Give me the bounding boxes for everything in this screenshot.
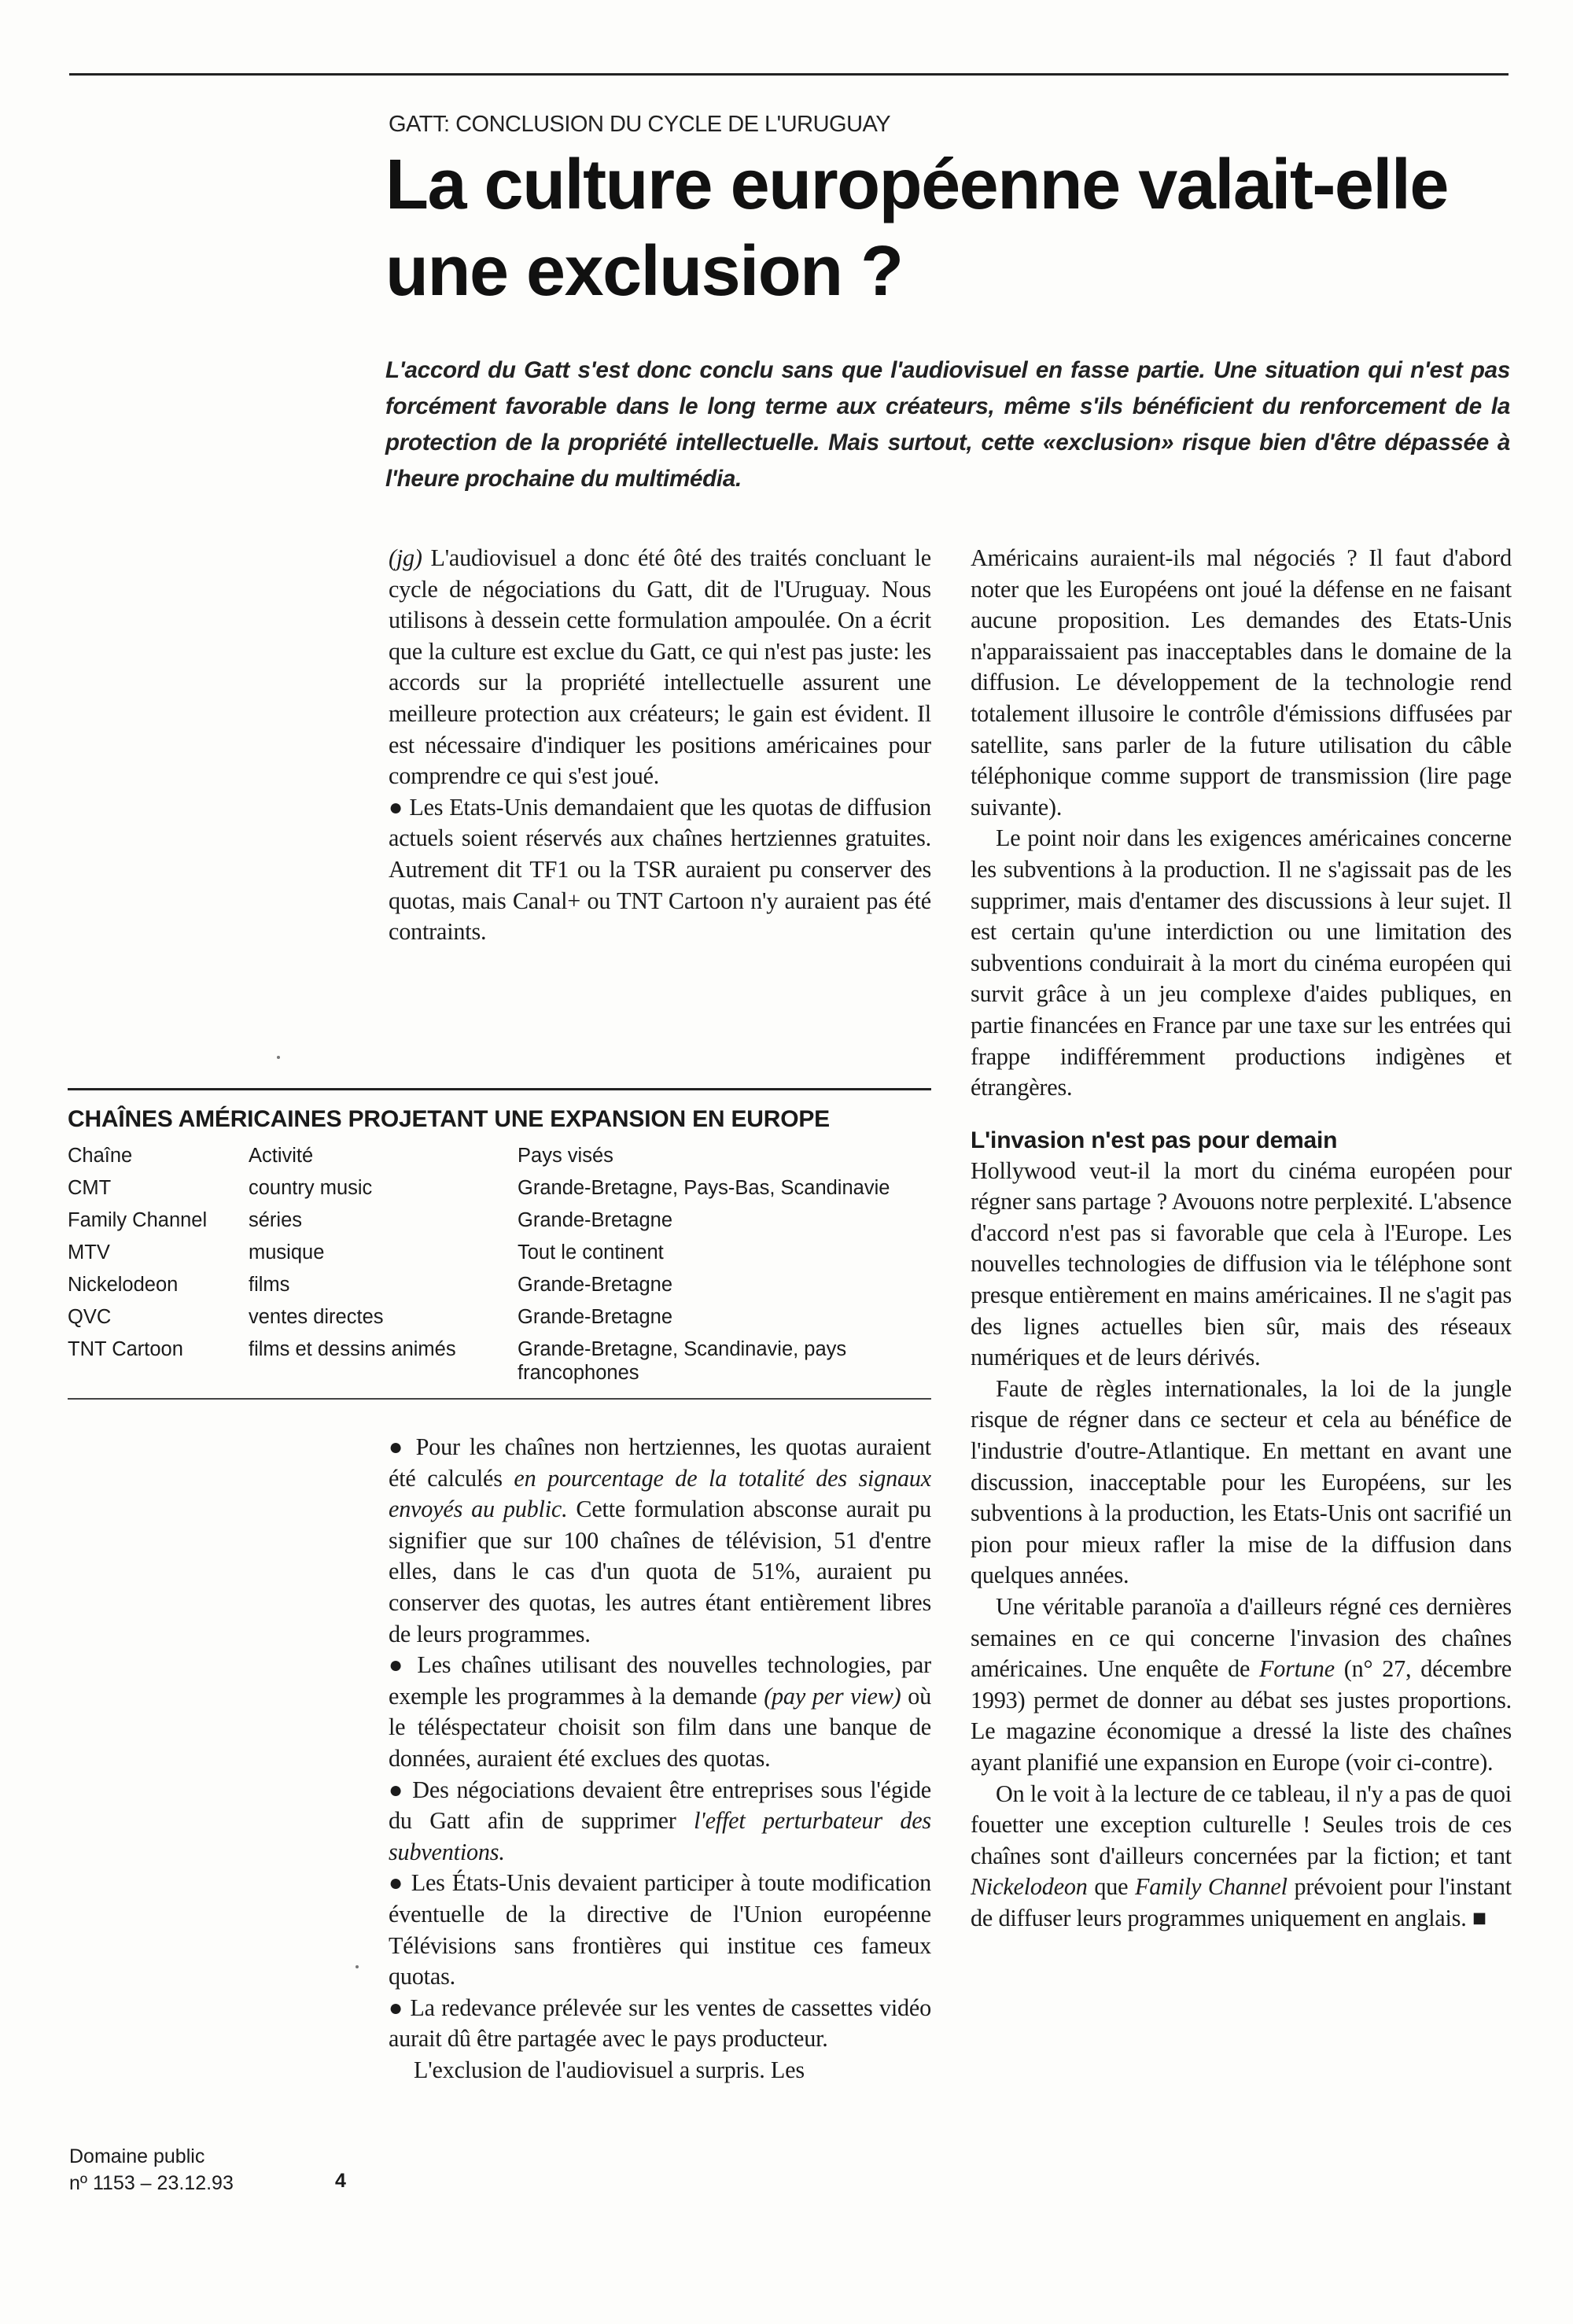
article-column-right: [971, 543, 1512, 1935]
cell-pays: Grande-Bretagne: [518, 1274, 673, 1296]
table-row: [68, 1268, 931, 1300]
author-initials: (jg): [389, 544, 422, 571]
paragraph: ● Les Etats-Unis demandaient que les quotas de diffusion actuels soient réservés aux chaînes hertziennes gratuites. Autrement dit TF1 ou la TSR auraient pu conserver des quotas, mais Canal+ ou TNT Cartoon n'y auraient pas été contraints.: [389, 793, 931, 946]
cell-pays: Grande-Bretagne: [518, 1209, 673, 1231]
paragraph: Américains auraient-ils mal négociés ? Il faut d'abord noter que les Européens ont joué la défense en ne faisant aucune proposition. Les demandes des Etats-Unis n'apparaissaient pas inacceptables dans le domaine de la diffusion. Le développement de la technologie rend totalement illusoire le contrôle d'émissions diffusées par satellite, sans parler de la future utilisation du câble téléphonique comme support de transmission (lire page suivante).: [971, 544, 1512, 821]
paragraph: Hollywood veut-il la mort du cinéma européen pour régner sans partage ? Avouons notre perplexité. L'absence d'accord n'est pas si favorable que cela à l'Europe. Les nouvelles technologies de diffusion via le téléphone sont presque entièrement en mains américaines. Il ne s'agit pas des lignes actuelles bien sûr, mais des réseaux numériques et de leurs dérivés.: [971, 1156, 1512, 1371]
cell-activite: films et dessins animés: [249, 1338, 456, 1360]
cell-pays: Grande-Bretagne: [518, 1306, 673, 1328]
article-column-left-bottom: [389, 1432, 931, 2086]
scan-speck: [277, 1056, 280, 1059]
paragraph: Le point noir dans les exigences américaines concerne les subventions à la production. Il ne s'agissait pas de les supprimer, mais d'entamer des discussions à leur sujet. Il est certain qu'une interdiction ou une limitation des subventions conduirait à la mort du cinéma européen qui survit grâce à un jeu complexe d'aides publiques, en partie financées en France par une taxe sur les entrées qui frappe indifféremment productions indigènes et étrangères.: [971, 824, 1512, 1101]
channels-table-box: [68, 1088, 931, 1400]
header-activite: Activité: [249, 1145, 314, 1167]
kicker: GATT: CONCLUSION DU CYCLE DE L'URUGUAY: [389, 112, 891, 137]
paragraph: L'exclusion de l'audiovisuel a surpris. Les: [414, 2056, 805, 2083]
cell-activite: séries: [249, 1209, 303, 1231]
header-pays: Pays visés: [518, 1145, 613, 1167]
table-row: [68, 1333, 931, 1389]
cell-pays: Tout le continent: [518, 1241, 664, 1263]
cell-chaine: TNT Cartoon: [68, 1338, 183, 1360]
page-number: 4: [335, 2170, 346, 2192]
paragraph: Faute de règles internationales, la loi de la jungle risque de régner dans ce secteur et cela au bénéfice de l'industrie d'outre-Atlantique. En mettant en avant une discussion, inacceptable pour les Européens, sur les subventions à la production, les Etats-Unis ont sacrifié un pion pour mieux rafler la mise de la diffusion dans quelques années.: [971, 1374, 1512, 1589]
publication-name: Domaine public: [69, 2145, 205, 2167]
subheading: L'invasion n'est pas pour demain: [971, 1127, 1338, 1153]
cell-activite: films: [249, 1274, 290, 1296]
cell-pays: Grande-Bretagne, Pays-Bas, Scandinavie: [518, 1177, 890, 1199]
cell-chaine: MTV: [68, 1241, 110, 1263]
paragraph: ● Pour les chaînes non hertziennes, les quotas auraient été calculés en pourcentage de la totalité des signaux envoyés au public. Cette formulation absconse aurait pu signifier que sur 100 chaînes de télévision, 51 d'entre elles, dans le cas d'un quota de 51%, auraient pu conserver des quotas, les autres étant entièrement libres de leurs programmes.: [389, 1433, 931, 1647]
paragraph: ● La redevance prélevée sur les ventes de cassettes vidéo aurait dû être partagée avec le pays producteur.: [389, 1994, 931, 2053]
table-title: CHAÎNES AMÉRICAINES PROJETANT UNE EXPANSION EN EUROPE: [68, 1106, 830, 1132]
scan-speck: [355, 1965, 359, 1968]
channels-table: [68, 1139, 931, 1389]
lead-paragraph: L'accord du Gatt s'est donc conclu sans que l'audiovisuel en fasse partie. Une situation qui n'est pas forcément favorable dans le long terme aux créateurs, même s'ils bénéficient du renforcement de la protection de la propriété intellectuelle. Mais surtout, cette «exclusion» risque bien d'être dépassée à l'heure prochaine du multimédia.: [385, 357, 1510, 492]
cell-chaine: Family Channel: [68, 1209, 208, 1231]
cell-chaine: QVC: [68, 1306, 112, 1328]
table-header-row: [68, 1139, 931, 1171]
paragraph: On le voit à la lecture de ce tableau, il n'y a pas de quoi fouetter une exception culturelle ! Seules trois de ces chaînes sont d'ailleurs concernées par la fiction; et tant Nickelodeon que Family Channel prévoient pour l'instant de diffuser leurs programmes uniquement en anglais. ■: [971, 1780, 1512, 1931]
cell-pays: Grande-Bretagne, Scandinavie, pays francophones: [518, 1338, 847, 1384]
paragraph: ● Les chaînes utilisant des nouvelles technologies, par exemple les programmes à la demande (pay per view) où le téléspectateur choisit son film dans une banque de données, auraient été exclues des quotas.: [389, 1651, 932, 1772]
table-row: [68, 1236, 931, 1268]
paragraph: Une véritable paranoïa a d'ailleurs régné ces dernières semaines en ce qui concerne l'invasion des chaînes américaines. Une enquête de Fortune (n° 27, décembre 1993) permet de donner au débat ses justes proportions. Le magazine économique a dressé la liste des chaînes ayant planifié une expansion en Europe (voir ci-contre).: [971, 1593, 1512, 1776]
paragraph: ● Des négociations devaient être entreprises sous l'égide du Gatt afin de supprimer l'effet perturbateur des subventions.: [389, 1776, 931, 1865]
top-rule: [69, 73, 1509, 76]
paragraph: ● Les États-Unis devaient participer à toute modification éventuelle de la directive de l'Union européenne Télévisions sans frontières qui institue ces fameux quotas.: [389, 1869, 931, 1990]
footer: [69, 2143, 234, 2197]
paragraph: (jg) L'audiovisuel a donc été ôté des traités concluant le cycle de négociations du Gatt, dit de l'Uruguay. Nous utilisons à dessein cette formulation ampoulée. On a écrit que la culture est exclue du Gatt, ce qui n'est pas juste: les accords sur la propriété intellectuelle assurent une meilleure protection aux créateurs; le gain est évident. Il est nécessaire d'indiquer les positions américaines pour comprendre ce qui s'est joué.: [389, 544, 931, 790]
article-column-left-top: [389, 543, 931, 948]
header-chaine: Chaîne: [68, 1145, 133, 1167]
table-rule-bottom: [68, 1398, 931, 1400]
table-rule-top: [68, 1088, 931, 1090]
cell-activite: country music: [249, 1177, 373, 1199]
cell-activite: musique: [249, 1241, 325, 1263]
cell-chaine: CMT: [68, 1177, 112, 1199]
table-row: [68, 1171, 931, 1204]
table-row: [68, 1300, 931, 1333]
issue-info: nº 1153 – 23.12.93: [69, 2172, 234, 2194]
cell-chaine: Nickelodeon: [68, 1274, 179, 1296]
page-title: La culture européenne valait-elle une exclusion ?: [385, 146, 1448, 311]
table-row: [68, 1204, 931, 1236]
cell-activite: ventes directes: [249, 1306, 384, 1328]
